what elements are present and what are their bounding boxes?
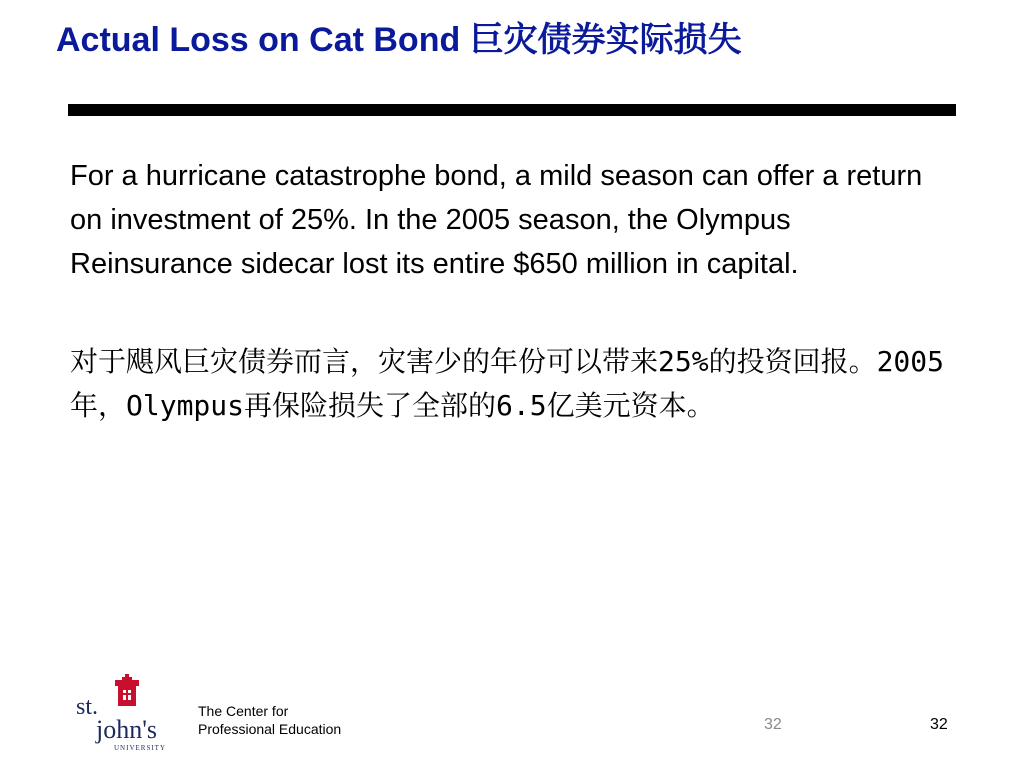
body-paragraph-cn: 对于飓风巨灾债券而言，灾害少的年份可以带来25%的投资回报。2005年，Olympus再保险损失了全部的6.5亿美元资本。 <box>70 345 945 422</box>
center-name-line1: The Center for <box>198 703 289 719</box>
st-johns-university-logo <box>74 674 184 756</box>
logo-text-johns: john's <box>96 715 158 744</box>
center-name <box>198 702 341 738</box>
center-name-line2: Professional Education <box>198 721 342 737</box>
body-paragraph-en: For a hurricane catastrophe bond, a mild season can offer a return on investment of 25%. In the 2005 season, the Olympus Reinsurance sidecar lost its entire $650 million in capital. <box>70 160 923 280</box>
logo-text-st: st. <box>76 694 99 720</box>
title-divider <box>68 104 956 116</box>
slide-title-cn: 巨灾债券实际损失 <box>469 20 742 60</box>
logo-text-university: UNIVERSITY <box>114 744 166 752</box>
slide-title-en: Actual Loss on Cat Bond <box>56 21 461 59</box>
page-number: 32 <box>930 716 948 733</box>
page-number-placeholder: 32 <box>764 716 782 733</box>
slide-footer <box>0 670 1024 768</box>
slide-title <box>56 18 996 62</box>
cathedral-cross-logo-icon <box>115 674 139 706</box>
